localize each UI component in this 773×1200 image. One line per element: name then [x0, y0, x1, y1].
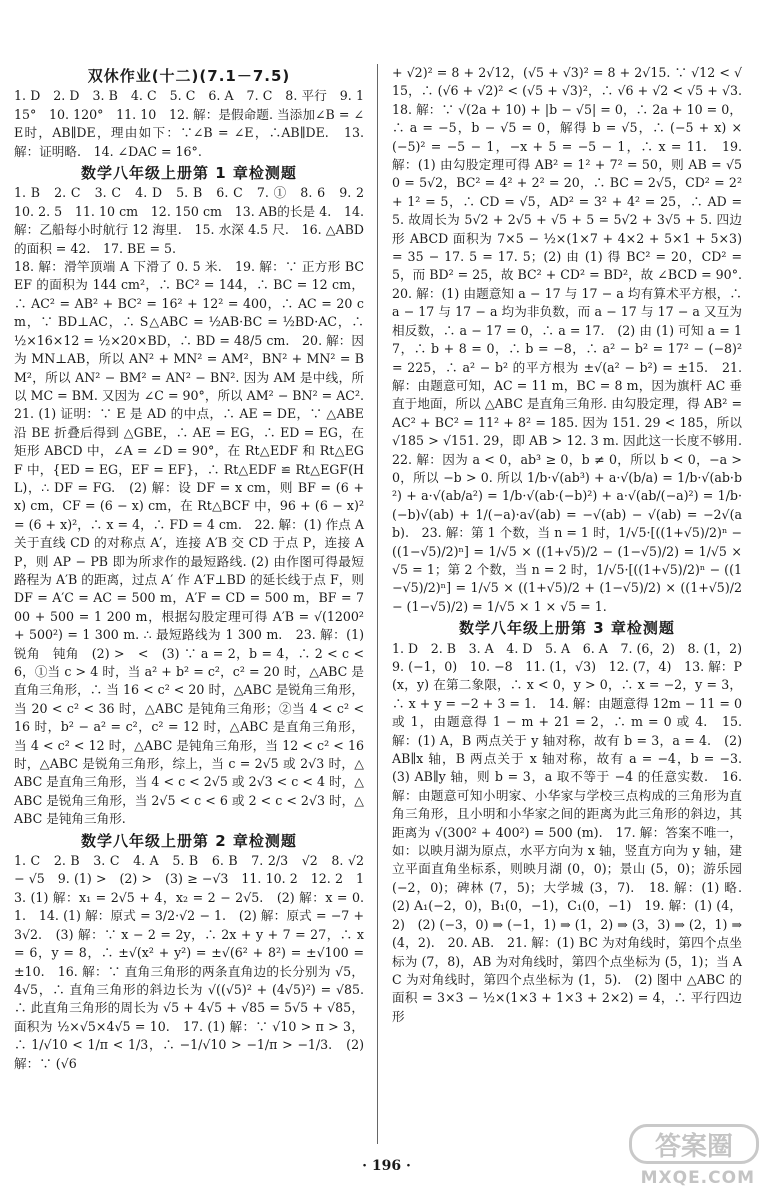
answer-paragraph: 1. C 2. B 3. C 4. A 5. B 6. B 7. 2/3 √2 8. √2 − √5 9. (1) > (2) > (3) ≥ −√3 11. 10. 2 12. 2 13. (1) 解：x₁ = 2√5 + 4，x₂ = 2 − 2√5. (2) 解：x = 0. 1. 14. (1) 解：原式 = 3/2·√2 − 1. (2) 解：原式 = −7 + 3√2. (3) 解：∵ x − 2 = 2y，∴ 2x + y + 7 = 27，∴ x = 6，y = 8，∴ ±√(x² + y²) = ±√(6² + 8²) = ±√100 = ±10. 16. 解：∵ 直角三角形的两条直角边的长分别为 √5，4√5，∴ 直角三角形的斜边长为 √((√5)² + (4√5)²) = √85. ∴ 此直角三角形的周长为 √5 + 4√5 + √85 = 5√5 + √85，面积为 ½×√5×4√5 = 10. 17. (1) 解：∵ √10 > π > 3，∴ 1/√10 < 1/π < 1/3，∴ −1/√10 > −1/π > −1/3. (2) 解：∵ (√6 [14, 853, 364, 1071]
answer-paragraph: 18. 解：滑竿顶端 A 下滑了 0. 5 米. 19. 解：∵ 正方形 BCEF 的面积为 144 cm²，∴ BC² = 144，∴ BC = 12 cm，∴ AC² = AB² + BC² = 16² + 12² = 400，∴ AC = 20 cm，∵ BD⊥AC，∴ S△ABC = ½AB·BC = ½BD·AC，∴ ½×16×12 = ½×20×BD，∴ BD = 48/5 cm. 20. 解：因为 MN⊥AB，所以 AN² + MN² = AM²，BN² + MN² = BM²，所以 AN² − BM² = AN² − BN². 因为 AM 是中线，所以 MC = BM. 又因为 ∠C = 90°，所以 AM² − BN² = AC². 21. (1) 证明：∵ E 是 AD 的中点，∴ AE = DE，∵ △ABE 沿 BE 折叠后得到 △GBE，∴ AE = EG，∴ ED = EG，在矩形 ABCD 中，∠A = ∠D = 90°，在 Rt△EDF 和 Rt△EGF 中，{ED = EG，EF = EF}，∴ Rt△EDF ≌ Rt△EGF(HL)，∴ DF = FG. (2) 解：设 DF = x cm，则 BF = (6 + x) cm，CF = (6 − x) cm，在 Rt△BCF 中，96 + (6 − x)² = (6 + x)²，∴ x = 4，∴ FD = 4 cm. 22. 解：(1) 作点 A 关于直线 CD 的对称点 A′，连接 A′B 交 CD 于点 P，连接 AP，则 AP − PB 即为所求作的最短路线. (2) 由作图可得最短路程为 A′B 的距离，过点 A′ 作 A′F⊥BD 的延长线于点 F，则 DF = A′C = AC = 500 m，A′F = CD = 500 m，BF = 700 + 500 = 1 200 m，根据勾股定理可得 A′B = √(1200² + 500²) = 1 300 m. ∴ 最短路线为 1 300 m. 23. 解：(1) 锐角 钝角 (2) > < (3) ∵ a = 2，b = 4，∴ 2 < c < 6，①当 c > 4 时，当 a² + b² = c²，c² = 20 时，△ABC 是直角三角形，∴ 当 16 < c² < 20 时，△ABC 是锐角三角形，当 20 < c² < 36 时，△ABC 是钝角三角形；②当 4 < c² < 16 时，b² − a² = c²，c² = 12 时，△ABC 是直角三角形，当 4 < c² < 12 时，△ABC 是钝角三角形，当 12 < c² < 16 时，△ABC 是锐角三角形，综上，当 c = 2√5 或 2√3 时，△ABC 是直角三角形，当 4 < c < 2√5 或 2√3 < c < 4 时，△ABC 是锐角三角形，当 2√5 < c < 6 或 2 < c < 2√3 时，△ABC 是钝角三角形. [14, 259, 377, 827]
answer-paragraph: + √2)² = 8 + 2√12，(√5 + √3)² = 8 + 2√15. ∵ √12 < √15，∴ (√6 + √2)² < (√5 + √3)²，∴ √6 + √2 < √5 + √3. 18. 解：∵ √(2a + 10) + |b − √5| = 0，∴ 2a + 10 = 0，∴ a = −5，b − √5 = 0，解得 b = √5，∴ (−5 + x) × (−5)² = −5 − 1，−x + 5 = −5 − 1，∴ x = 11. 19. 解：(1) 由勾股定理可得 AB² = 1² + 7² = 50，则 AB = √50 = 5√2，BC² = 4² + 2² = 20，∴ BC = 2√5，CD² = 2² + 1² = 5，∴ CD = √5，AD² = 3² + 4² = 25，∴ AD = 5. 故周长为 5√2 + 2√5 + √5 + 5 = 5√2 + 3√5 + 5. 四边形 ABCD 面积为 7×5 − ½×(1×7 + 4×2 + 5×1 + 5×3) = 35 − 17. 5 = 17. 5；(2) 由 (1) 得 BC² = 20，CD² = 5，而 BD² = 25，故 BC² + CD² = BD²，故 ∠BCD = 90°. 20. 解：(1) 由题意知 a − 17 与 17 − a 均有算术平方根，∴ a − 17 与 17 − a 均为非负数，而 a − 17 与 17 − a 又互为相反数，∴ a − 17 = 0，∴ a = 17. (2) 由 (1) 可知 a = 17，∴ b + 8 = 0，∴ b = −8，∴ a² − b² = 17² − (−8)² = 225，∴ a² − b² 的平方根为 ±√(a² − b²) = ±15. 21. 解：由题意可知，AC = 11 m，BC = 8 m，因为旗杆 AC 垂直于地面，所以 △ABC 是直角三角形. 由勾股定理，得 AB² = AC² + BC² = 11² + 8² = 185. 因为 151. 29 < 185，所以 √185 > √151. 29，即 AB > 12. 3 m. 因此这一长度不够用. 22. 解：因为 a < 0，ab³ ≥ 0，b ≠ 0，所以 b < 0，−a > 0，所以 −b > 0. 所以 1/b·√(ab³) + a·√(b/a) = 1/b·√(ab·b²) + a·√(ab/a²) = 1/b·√(ab·(−b)²) + a·√(ab/(−a)²) = 1/b·(−b)√(ab) + 1/(−a)·a√(ab) = −√(ab) − √(ab) = −2√(ab). 23. 解：第 1 个数，当 n = 1 时，1/√5·[((1+√5)/2)ⁿ − ((1−√5)/2)ⁿ] = 1/√5 × ((1+√5)/2 − (1−√5)/2) = 1/√5 × √5 = 1；第 2 个数，当 n = 2 时，1/√5·[((1+√5)/2)ⁿ − ((1−√5)/2)ⁿ] = 1/√5 × ((1+√5)/2 + (1−√5)/2) × ((1+√5)/2 − (1−√5)/2) = 1/√5 × 1 × √5 = 1. [392, 65, 755, 614]
watermark-badge [629, 1124, 759, 1164]
answer-paragraph: 1. B 2. C 3. C 4. D 5. B 6. C 7. ① 8. 6 9. 2 10. 2. 5 11. 10 cm 12. 150 cm 13. AB的长是 4. 14. 解：乙船每小时航行 12 海里. 15. 水深 4.5 尺. 16. △ABD的面积 = 42. 17. BE = 5. [14, 185, 377, 256]
section-title: 数学八年级上册第 3 章检测题 [459, 619, 675, 638]
watermark-text: 答案圈 [654, 1131, 733, 1162]
section-title: 双休作业(十二)(7.1－7.5) [87, 67, 291, 85]
section-title: 数学八年级上册第 1 章检测题 [81, 164, 297, 183]
left-column [14, 64, 377, 1144]
section-title: 数学八年级上册第 2 章检测题 [81, 831, 297, 850]
page-number: · 196 · [362, 1158, 411, 1174]
answer-paragraph: 1. D 2. B 3. A 4. D 5. A 6. A 7. (6，2) 8. (1，2) 9. (−1，0) 10. −8 11. (1，√3) 12. (7，4) 13. 解：P(x，y) 在第二象限，∴ x < 0，y > 0，∴ x = −2，y = 3，∴ x + y = −2 + 3 = 1. 14. 解：由题意得 12m − 11 = 0 或 1，由题意得 1 − m + 21 = 2，∴ m = 0 或 4. 15. 解：(1) A，B 两点关于 y 轴对称，故有 b = 3，a = 4. (2) AB∥x 轴，B 两点关于 x 轴对称，故有 a = −4，b = −3. (3) AB∥y 轴，则 b = 3，a 取不等于 −4 的任意实数. 16. 解：由题意可知小明家、小华家与学校三点构成的三角形为直角三角形，且小明和小华家之间的距离为此三角形的斜边，其距离为 √(300² + 400²) = 500 (m). 17. 解：答案不唯一，如：以映月湖为原点，水平方向为 x 轴，竖直方向为 y 轴，建立平面直角坐标系，则映月湖 (0，0)；景山 (5，0)；游乐园 (−2，0)；碑林 (7，5)；大学城 (3，7). 18. 解：(1) 略. (2) A₁(−2，0)，B₁(0，−1)，C₁(0，−1) 19. 解：(1) (4，2) (2) (−3，0) ⇒ (−1，1) ⇒ (1，2) ⇒ (3，3) ⇒ (2，1) ⇒ (4，2). 20. AB. 21. 解：(1) BC 为对角线时，第四个点坐标为 (7，8)，AB 为对角线时，第四个点坐标为 (5，1)；当 AC 为对角线时，第四个点坐标为 (1，5). (2) 图中 △ABC 的面积 = 3×3 − ½×(1×3 + 1×3 + 2×2) = 4，∴ 平行四边形 [392, 640, 755, 1024]
answer-paragraph: 1. D 2. D 3. B 4. C 5. C 6. A 7. C 8. 平行 9. 115° 10. 120° 11. 10 12. 解：是假命题. 当添加∠B = ∠E时，AB∥DE，理由如下：∵∠B = ∠E，∴AB∥DE. 13. 解：证明略. 14. ∠DAC = 16°. [14, 88, 364, 159]
right-column [392, 64, 755, 1144]
column-divider [377, 64, 378, 1144]
watermark-logo [623, 1124, 759, 1188]
watermark-url: MXQE.COM [640, 1168, 755, 1188]
